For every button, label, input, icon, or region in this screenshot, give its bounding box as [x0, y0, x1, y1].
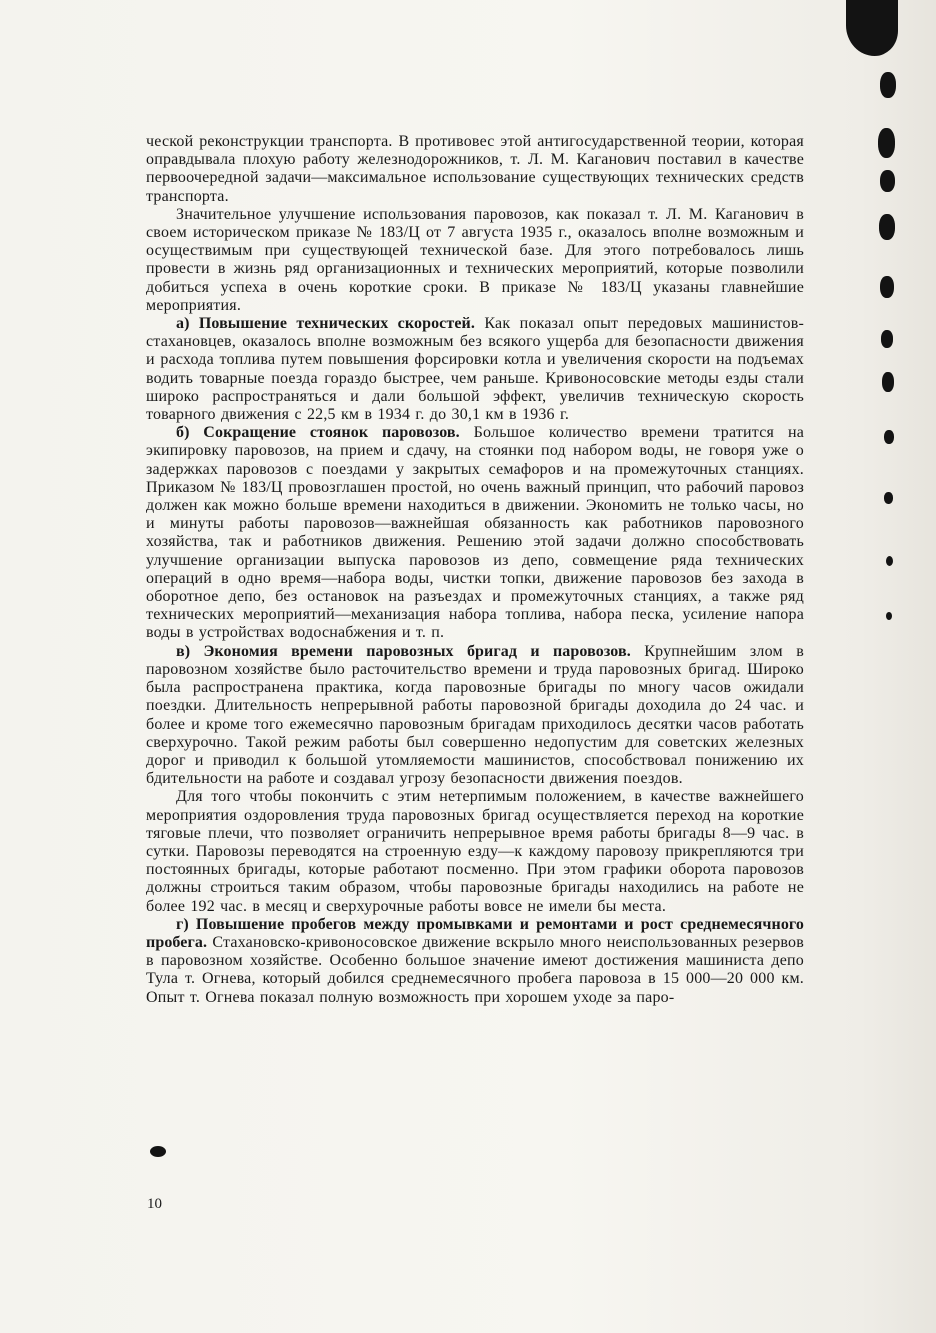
text-block [146, 133, 804, 1007]
paragraph-heading: в) Экономия времени паровозных бригад и паровозов. [176, 642, 631, 660]
scan-artifact [881, 330, 893, 348]
scan-artifact [878, 128, 895, 158]
scan-artifact [884, 430, 894, 444]
scan-artifact [880, 276, 894, 298]
scan-artifact [884, 492, 893, 504]
paragraph: в) Экономия времени паровозных бригад и паровозов. Крупнейшим злом в паровозном хозяйстве было расточительство времени и труда паровозных бригад. Широко была распространена практика, когда паровозные бригады по многу часов ожидали поездки. Длительность непрерывной работы паровозной бригады доходила до 24 час. и более и кроме того ежемесячно паровозным бригадам приходилось десятки часов работать сверхурочно. Такой режим работы был совершенно недопустим для советских железных дорог и приводил к большой утомляемости машинистов, способствовал понижению их бдительности на работе и создавал угрозу безопасности движения поездов. [146, 642, 804, 788]
paragraph: Для того чтобы покончить с этим нетерпимым положением, в качестве важнейшего мероприятия оздоровления труда паровозных бригад осуществляется переход на короткие тяговые плечи, что позволяет ограничить непрерывное время работы бригады 8—9 час. в сутки. Паровозы переводятся на строенную езду—к каждому паровозу прикрепляются три постоянных бригады, которые работают посменно. При этом графики оборота паровозов должны строиться таким образом, чтобы паровозные бригады находились на работе не более 192 час. в месяц и сверхурочные работы вовсе не имели бы места. [146, 788, 804, 915]
paragraph: Значительное улучшение использования паровозов, как показал т. Л. М. Каганович в своем историческом приказе № 183/Ц от 7 августа 1935 г., оказалось вполне возможным и осуществимым при существующей технической базе. Для этого потребовалось лишь провести в жизнь ряд организационных и технических мероприятий, которые позволили добиться успеха в очень короткие сроки. В приказе № 183/Ц указаны главнейшие мероприятия. [146, 205, 804, 314]
paragraph-heading: б) Сокращение стоянок паровозов. [176, 424, 460, 442]
paragraph: а) Повышение технических скоростей. Как показал опыт передовых машинистов-стахановцев, оказалось вполне возможным без всякого ущерба для безопасности движения и расхода топлива путем повышения форсировки котла и увеличения скорости на подъемах водить товарные поезда гораздо быстрее, чем раньше. Кривоносовские методы езды стали широко распространяться и дали большой эффект, увеличив техническую скорость товарного движения с 22,5 км в 1934 г. до 30,1 км в 1936 г. [146, 315, 804, 424]
paragraph: г) Повышение пробегов между промывками и ремонтами и рост среднемесячного пробега. Стахановско-кривоносовское движение вскрыло много неиспользованных резервов в паровозном хозяйстве. Особенно большое значение имеют достижения машиниста депо Тула т. Огнева, который добился среднемесячного пробега паровоза в 15 000—20 000 км. Опыт т. Огнева показал полную возможность при хорошем уходе за паро- [146, 915, 804, 1006]
paragraph-heading: а) Повышение технических скоростей. [176, 315, 475, 333]
scan-artifact [846, 0, 898, 56]
scan-artifact [886, 556, 893, 566]
scan-artifact [880, 72, 896, 98]
page-number: 10 [147, 1196, 162, 1212]
paragraph: б) Сокращение стоянок паровозов. Большое количество времени тратится на экипировку паровозов, на прием и сдачу, на стоянки под набором воды, не говоря уже о задержках паровозов с поездами у закрытых семафоров и на промежуточных станциях. Приказом № 183/Ц провозглашен простой, но очень важный принцип, что рабочий паровоз должен как можно больше времени находиться в движении. Экономить не только часы, но и минуты работы паровозов—важнейшая обязанность как работников паровозного хозяйства, так и работников движения. Решению этой задачи должно способствовать улучшение организации выпуска паровозов из депо, совмещение ряда технических операций в одно время—набора воды, чистки топки, движение паровозов без захода в оборотное депо, без остановок на разъездах и промежуточных станциях, а также ряд технических мероприятий—механизация набора топлива, набора песка, усиление напора воды в устройствах водоснабжения и т. п. [146, 424, 805, 642]
scan-artifact [879, 214, 895, 240]
paragraph: ческой реконструкции транспорта. В противовес этой антигосударственной теории, которая оправдывала плохую работу железнодорожников, т. Л. М. Каганович поставил в качестве первоочередной задачи—максимальное использование существующих технических средств транспорта. [146, 133, 804, 205]
scan-artifact [882, 372, 894, 392]
ink-blot [150, 1146, 166, 1157]
paragraph-heading: г) Повышение пробегов между промывками и ремонтами и рост среднемесячного пробега. [146, 915, 804, 951]
scan-artifact [886, 612, 892, 620]
scan-artifact [880, 170, 895, 192]
